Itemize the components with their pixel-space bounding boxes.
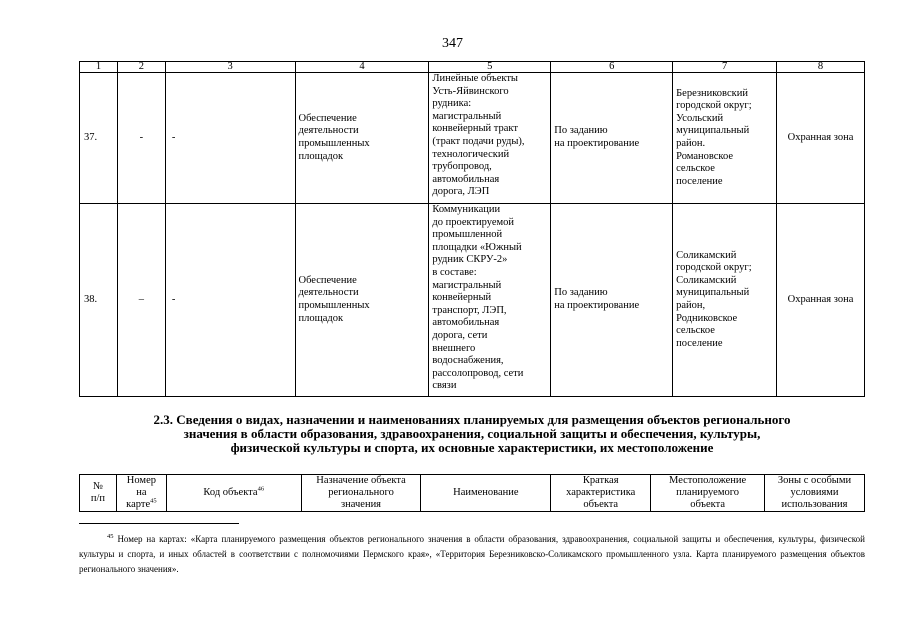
location-cell: Соликамский городской округ; Соликамский муниципальный район, Родниковское сельское поселение	[673, 204, 777, 397]
regional-objects-header-table	[79, 474, 865, 512]
characteristic-cell: По заданию на проектирование	[551, 73, 673, 204]
map-number-cell: –	[117, 204, 165, 397]
column-number: 6	[551, 62, 673, 73]
row-number: 38.	[80, 204, 118, 397]
column-number: 8	[777, 62, 865, 73]
header-cell-name: Наименование	[421, 475, 551, 512]
column-number: 7	[673, 62, 777, 73]
column-number: 4	[295, 62, 429, 73]
zone-cell: Охранная зона	[777, 73, 865, 204]
header-row	[80, 475, 865, 512]
zone-cell: Охранная зона	[777, 204, 865, 397]
footnote-reference: 45	[150, 497, 157, 505]
footnote-divider	[79, 523, 239, 524]
header-cell-object-code: Код объекта$^{46}$	[166, 475, 301, 512]
object-code-cell: -	[165, 73, 295, 204]
column-number: 2	[117, 62, 165, 73]
table-row	[80, 73, 865, 204]
header-cell-zones: Зоны с особыми условиями использования	[765, 475, 865, 512]
page-number: 347	[442, 36, 463, 51]
name-cell: Коммуникации до проектируемой промышленной площадки «Южный рудник СКРУ-2» в составе: магистральный конвейерный транспорт, ЛЭП, автомобильная дорога, сети внешнего водоснабжения, рассолопровод, сети связи	[429, 204, 551, 397]
row-number: 37.	[80, 73, 118, 204]
purpose-cell: Обеспечение деятельности промышленных площадок	[295, 73, 429, 204]
purpose-cell: Обеспечение деятельности промышленных площадок	[295, 204, 429, 397]
object-code-cell: -	[165, 204, 295, 397]
header-cell-characteristic: Краткая характеристика объекта	[551, 475, 651, 512]
header-cell-map-number: Номер на карте$^{45}$	[116, 475, 166, 512]
location-cell: Березниковский городской округ; Усольский муниципальный район. Романовское сельское поселение	[673, 73, 777, 204]
footnote-text: Номер на картах: «Карта планируемого размещения объектов регионального значения в области образования, здравоохранения, социальной защиты и обеспечения, культуры, физической культуры и спорта, и иных областей в соответствии с полномочиями Пермского края», «Территория Березниковско-Соликамского промышленного узла. Карта планируемого размещения объектов регионального значения».	[79, 534, 865, 574]
footnote-reference: 46	[257, 485, 265, 493]
column-number-row	[80, 62, 865, 73]
footnote-marker: 45	[107, 533, 114, 540]
characteristic-cell: По заданию на проектирование	[551, 204, 673, 397]
objects-table	[79, 61, 865, 397]
column-number: 5	[429, 62, 551, 73]
table-row	[80, 204, 865, 397]
header-cell-location: Местоположение планируемого объекта	[651, 475, 765, 512]
name-cell: Линейные объекты Усть-Яйвинского рудника: магистральный конвейерный тракт (тракт подачи руды), технологический трубопровод, автомобильная дорога, ЛЭП	[429, 73, 551, 204]
header-cell-number: № п/п	[80, 475, 117, 512]
footnote	[79, 532, 865, 577]
section-title: 2.3. Сведения о видах, назначении и наименованиях планируемых для размещения объектов регионального значения в области образования, здравоохранения, социальной защиты и обеспечения, культуры, физической культуры и спорта, их основные характеристики, их местоположение	[153, 412, 791, 455]
header-cell-purpose: Назначение объекта регионального значения	[301, 475, 421, 512]
column-number: 3	[165, 62, 295, 73]
map-number-cell: -	[117, 73, 165, 204]
column-number: 1	[80, 62, 118, 73]
